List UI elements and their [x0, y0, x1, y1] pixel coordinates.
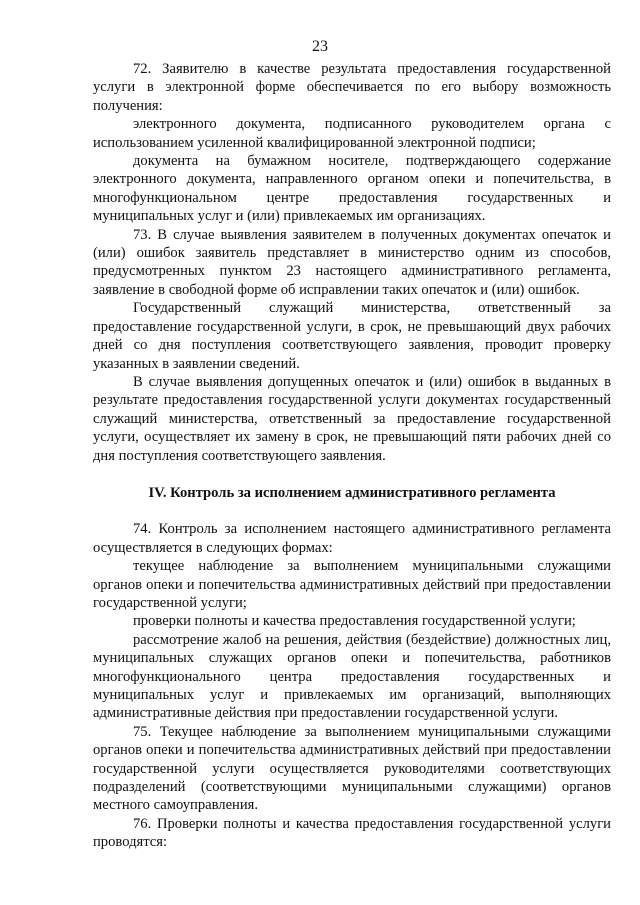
paragraph-74: 74. Контроль за исполнением настоящего административного регламента осуществляется в следующих формах: [93, 521, 611, 556]
paragraph-72: 72. Заявителю в качестве результата предоставления государственной услуги в электронной форме обеспечивается по его выбору возможность получения: [93, 61, 611, 114]
paragraph-76: 76. Проверки полноты и качества предоставления государственной услуги проводятся: [93, 815, 611, 851]
document-body [93, 60, 611, 852]
paragraph-73-replace: В случае выявления допущенных опечаток и (или) ошибок в выданных в результате предоставления государственной услуги документах государственный служащий министерства, ответственный за предоставление государственной услуги, осуществляет их замену в срок, не превышающий пяти рабочих дней со дня поступления соответствующего заявления. [93, 373, 611, 464]
paragraph-72-option-electronic: электронного документа, подписанного руководителем органа с использованием усиленной квалифицированной электронной подписи; [93, 116, 611, 151]
paragraph-73: 73. В случае выявления заявителем в полученных документах опечаток и (или) ошибок заявитель представляет в министерство одним из способов, предусмотренных пунктом 23 настоящего административного регламента, заявление в свободной форме об исправлении таких опечаток и (или) ошибок. [93, 226, 611, 298]
paragraph-75: 75. Текущее наблюдение за выполнением муниципальными служащими органов опеки и попечительства административных действий при предоставлении государственной услуги осуществляется руководителями соответствующих подразделений (соответствующими муниципальными служащими) органов местного самоуправления. [93, 723, 611, 814]
paragraph-73-check: Государственный служащий министерства, ответственный за предоставление государственной услуги, в срок, не превышающий двух рабочих дней со дня поступления соответствующего заявления, проводит проверку указанных в заявлении сведений. [93, 300, 611, 372]
section-heading-iv: IV. Контроль за исполнением административного регламента [148, 484, 556, 501]
page-number: 23 [312, 38, 328, 55]
paragraph-74-form-checks: проверки полноты и качества предоставления государственной услуги; [133, 613, 576, 630]
paragraph-74-form-current: текущее наблюдение за выполнением муниципальными служащими органов опеки и попечительства административных действий при предоставлении государственной услуги; [93, 558, 611, 611]
paragraph-72-option-paper: документа на бумажном носителе, подтверждающего содержание электронного документа, направленного органом опеки и попечительства, в многофункциональном центре предоставления государственных и муниципальных услуг и (или) привлекаемых им организациях. [93, 153, 611, 225]
paragraph-74-form-complaints: рассмотрение жалоб на решения, действия (бездействие) должностных лиц, муниципальных служащих органов опеки и попечительства, работников многофункционального центра предоставления государственных и муниципальных услуг и привлекаемых им организаций, выполняющих административные действия при предоставлении государственной услуги. [93, 631, 611, 722]
